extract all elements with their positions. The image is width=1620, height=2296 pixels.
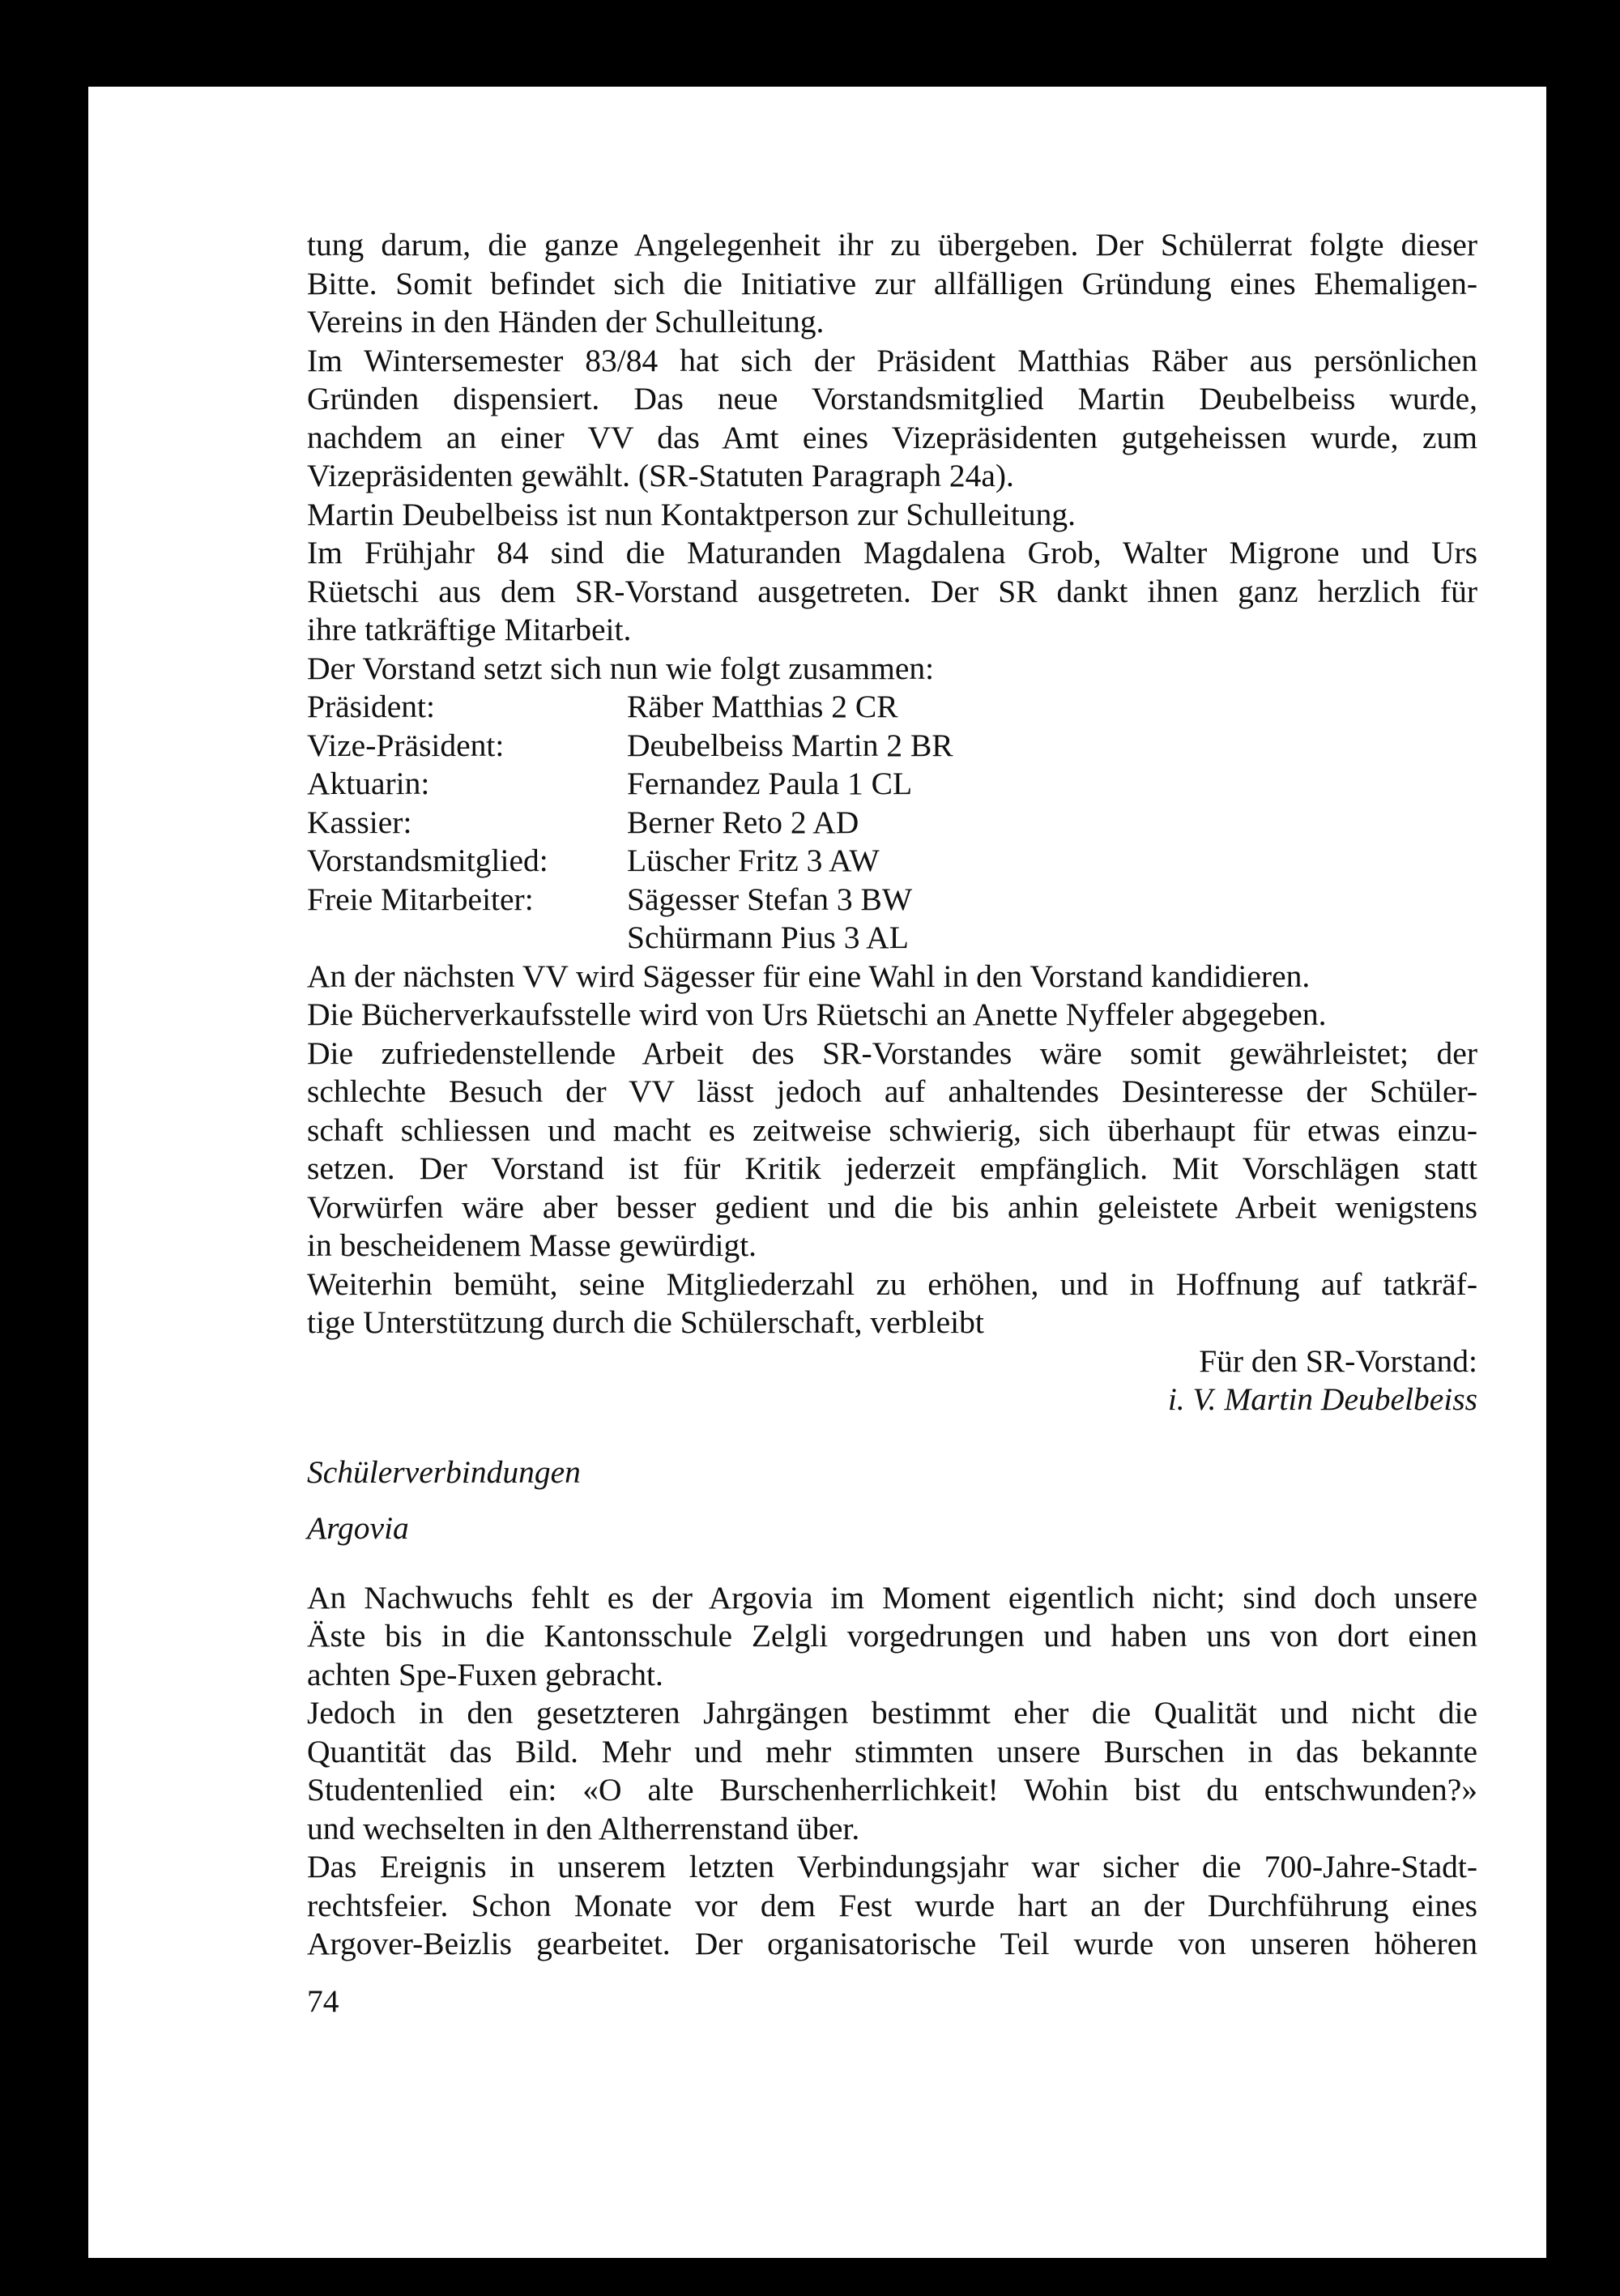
roster-role: Freie Mitarbeiter: <box>307 881 534 917</box>
text-line: Die zufriedenstellende Arbeit des SR-Vorstandes wäre somit gewährleistet; der <box>307 1035 1477 1071</box>
roster-person: Lüscher Fritz 3 AW <box>627 843 880 878</box>
text-line: nachdem an einer VV das Amt eines Vizepräsidenten gutgeheissen wurde, zum <box>307 419 1477 455</box>
text-line: Im Wintersemester 83/84 hat sich der Präsident Matthias Räber aus persönlichen <box>307 342 1477 378</box>
text-line: Äste bis in die Kantonsschule Zelgli vorgedrungen und haben uns von dort einen <box>307 1618 1477 1654</box>
roster-person: Sägesser Stefan 3 BW <box>627 881 913 917</box>
signature-name: i. V. Martin Deubelbeiss <box>1167 1381 1477 1417</box>
spacer <box>307 1548 1477 1579</box>
text-line: rechtsfeier. Schon Monate vor dem Fest wurde hart an der Durchführung eines <box>307 1887 1477 1923</box>
text-line: Weiterhin bemüht, seine Mitgliederzahl zu erhöhen, und in Hoffnung auf tatkräf- <box>307 1265 1477 1302</box>
subsection-heading: Argovia <box>307 1510 409 1546</box>
argovia-paragraphs <box>307 1579 1477 1964</box>
signature-line: Für den SR-Vorstand: <box>1199 1342 1477 1379</box>
text-line: setzen. Der Vorstand ist für Kritik jederzeit empfänglich. Mit Vorschlägen statt <box>307 1150 1477 1186</box>
roster-row <box>307 842 1477 881</box>
roster-role: Kassier: <box>307 804 412 840</box>
text-line: Quantität das Bild. Mehr und mehr stimmten unsere Burschen in das bekannte <box>307 1733 1477 1769</box>
text-line: Gründen dispensiert. Das neue Vorstandsmitglied Martin Deubelbeiss wurde, <box>307 381 1477 416</box>
text-line: ihre tatkräftige Mitarbeit. <box>307 612 632 647</box>
roster-person: Deubelbeiss Martin 2 BR <box>627 727 953 763</box>
text-line: Das Ereignis in unserem letzten Verbindungsjahr war sicher die 700-Jahre-Stadt- <box>307 1849 1477 1884</box>
roster-role: Vorstandsmitglied: <box>307 843 548 878</box>
text-line: An der nächsten VV wird Sägesser für eine Wahl in den Vorstand kandidieren. <box>307 958 1311 994</box>
text-line: Rüetschi aus dem SR-Vorstand ausgetreten. Der SR dankt ihnen ganz herzlich für <box>307 573 1477 609</box>
roster-person: Schürmann Pius 3 AL <box>627 920 909 955</box>
roster-row <box>307 765 1477 804</box>
text-line: und wechselten in den Altherrenstand über. <box>307 1810 860 1846</box>
board-roster <box>307 688 1477 958</box>
text-line: Vorwürfen wäre aber besser gedient und die bis anhin geleistete Arbeit wenigstens <box>307 1189 1477 1225</box>
roster-person: Fernandez Paula 1 CL <box>627 766 913 801</box>
page-body <box>307 226 1477 1964</box>
roster-role: Aktuarin: <box>307 766 430 801</box>
text-line: Die Bücherverkaufsstelle wird von Urs Rüetschi an Anette Nyffeler abgegeben. <box>307 996 1327 1032</box>
roster-role <box>307 919 627 958</box>
text-line: Der Vorstand setzt sich nun wie folgt zusammen: <box>307 650 935 686</box>
roster-row <box>307 688 1477 727</box>
text-line: Argover-Beizlis gearbeitet. Der organisatorische Teil wurde von unseren höheren <box>307 1926 1477 1961</box>
document-page <box>88 87 1546 2258</box>
spacer <box>307 1492 1477 1509</box>
text-line: Jedoch in den gesetzteren Jahrgängen bestimmt eher die Qualität und nicht die <box>307 1695 1477 1731</box>
page-number: 74 <box>307 1983 339 2019</box>
roster-role: Vize-Präsident: <box>307 727 505 763</box>
text-line: tige Unterstützung durch die Schülerschaft, verbleibt <box>307 1304 984 1340</box>
section-heading: Schülerverbindungen <box>307 1453 581 1490</box>
text-line: schlechte Besuch der VV lässt jedoch auf anhaltendes Desinteresse der Schüler- <box>307 1073 1477 1109</box>
roster-row <box>307 881 1477 920</box>
roster-row <box>307 727 1477 766</box>
roster-person: Berner Reto 2 AD <box>627 804 859 840</box>
text-line: Im Frühjahr 84 sind die Maturanden Magdalena Grob, Walter Migrone und Urs <box>307 535 1477 570</box>
text-line: achten Spe-Fuxen gebracht. <box>307 1656 663 1692</box>
text-line: Studentenlied ein: «O alte Burschenherrlichkeit! Wohin bist du entschwunden?» <box>307 1772 1477 1807</box>
spacer <box>307 1419 1477 1453</box>
text-line: tung darum, die ganze Angelegenheit ihr zu übergeben. Der Schülerrat folgte dieser <box>307 227 1477 262</box>
text-line: Martin Deubelbeiss ist nun Kontaktperson zur Schulleitung. <box>307 496 1076 532</box>
text-line: Bitte. Somit befindet sich die Initiative zur allfälligen Gründung eines Ehemaligen- <box>307 265 1477 301</box>
text-line: Vizepräsidenten gewählt. (SR-Statuten Paragraph 24a). <box>307 458 1014 493</box>
text-line: Vereins in den Händen der Schulleitung. <box>307 304 825 339</box>
roster-person: Räber Matthias 2 CR <box>627 689 898 724</box>
signature-block <box>307 1342 1477 1419</box>
intro-paragraphs <box>307 226 1477 688</box>
text-line: An Nachwuchs fehlt es der Argovia im Moment eigentlich nicht; sind doch unsere <box>307 1579 1477 1615</box>
text-line: schaft schliessen und macht es zeitweise schwierig, sich überhaupt für etwas einzu- <box>307 1112 1477 1148</box>
roster-row <box>307 804 1477 843</box>
outro-paragraphs <box>307 958 1477 1342</box>
text-line: in bescheidenem Masse gewürdigt. <box>307 1227 757 1263</box>
roster-row <box>307 919 1477 958</box>
roster-role: Präsident: <box>307 689 435 724</box>
